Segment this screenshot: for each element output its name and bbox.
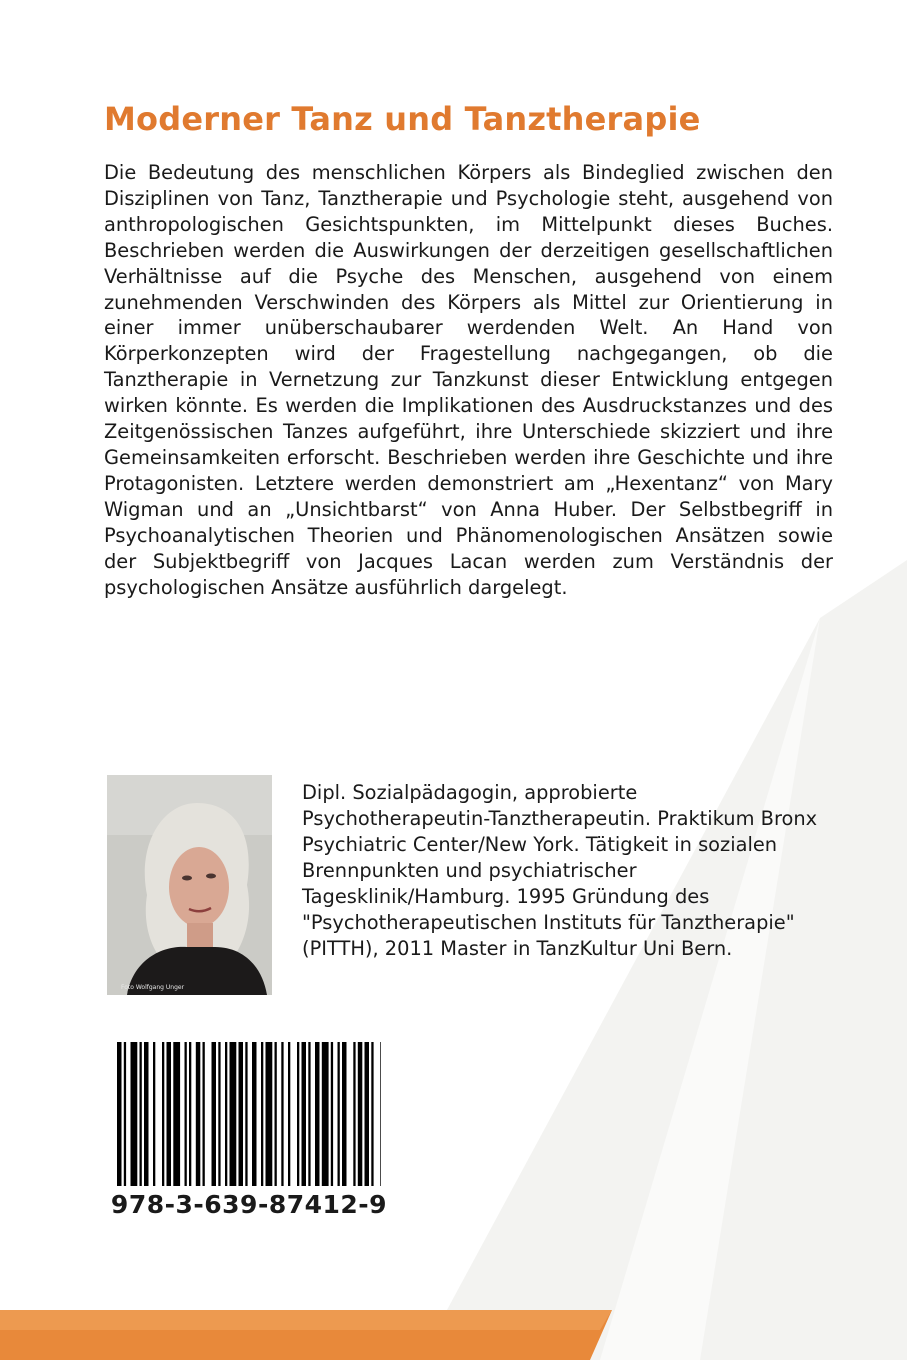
barcode-bar [131,1042,138,1186]
barcode-bar [331,1042,333,1186]
barcode-bar [162,1042,164,1186]
barcode-bar [266,1042,273,1186]
barcode-bar [230,1042,237,1186]
book-title: Moderner Tanz und Tanztherapie [104,100,701,138]
photo-credit: Foto Wolfgang Unger [121,984,185,991]
barcode-bar [189,1042,191,1186]
barcode-bar [353,1042,355,1186]
barcode-bar [245,1042,247,1186]
barcode-bar [239,1042,244,1186]
barcode-bar [212,1042,217,1186]
barcode-bar [371,1042,373,1186]
author-photo [107,775,272,995]
barcode-bar [365,1042,370,1186]
barcode-bar [225,1042,227,1186]
barcode-bar [281,1042,283,1186]
barcode-bar [153,1042,155,1186]
barcode-bar [117,1042,122,1186]
barcode-bar [173,1042,180,1186]
barcode-bar [338,1042,340,1186]
barcode-bar [358,1042,363,1186]
barcode-bar [252,1042,257,1186]
barcode-bar [308,1042,310,1186]
isbn-number: 978-3-639-87412-9 [110,1190,388,1219]
barcode-bar [275,1042,277,1186]
barcode-bar [185,1042,187,1186]
orange-footer-stripe-light [0,1310,612,1330]
author-bio: Dipl. Sozialpädagogin, approbierte Psychotherapeutin-Tanztherapeutin. Praktikum Bronx Psychiatric Center/New York. Tätigkeit in sozialen Brennpunkten und psychiatrischer Tagesklinik/Hamburg. 1995 Gründung des "Psychotherapeutischen Instituts für Tanztherapie" (PITTH), 2011 Master in TanzKultur Uni Bern. [302,781,818,960]
barcode-bar [302,1042,307,1186]
author-portrait-illustration [107,775,272,995]
barcode-bar [288,1042,290,1186]
barcode-bar [167,1042,172,1186]
barcode-bar [196,1042,201,1186]
barcode-bar [322,1042,329,1186]
barcode-bar [203,1042,205,1186]
barcode-bar [124,1042,126,1186]
barcode-bar [380,1042,381,1186]
barcode-bar [261,1042,263,1186]
barcode-bar [218,1042,220,1186]
barcode-bar [144,1042,149,1186]
barcode-bars [117,1042,381,1186]
book-description: Die Bedeutung des menschlichen Körpers als Bindeglied zwischen den Disziplinen von Tanz, Tanztherapie und Psychologie steht, ausgehend von anthropologischen Gesichtspunkten, im Mittelpunkt dieses Buches. Beschrieben werden die Auswirkungen der derzeitigen gesellschaftlichen Verhältnisse auf die Psyche des Menschen, ausgehend von einem zunehmenden Verschwinden des Körpers als Mittel zur Orientierung in einer immer unüberschaubarer werdenden Welt. An Hand von Körperkonzepten wird der Fragestellung nachgegangen, ob die Tanztherapie in Vernetzung zur Tanzkunst dieser Entwicklung entgegen wirken könnte. Es werden die Implikationen des Ausdruckstanzes und des Zeitgenössischen Tanzes aufgeführt, ihre Unterschiede skizziert und ihre Gemeinsamkeiten erforscht. Beschrieben werden ihre Geschichte und ihre Protagonisten. Letztere werden demonstriert am „Hexentanz“ von Mary Wigman und an „Unsichtbarst“ von Anna Huber. Der Selbstbegriff in Psychoanalytischen Theorien und Phänomenologischen Ansätzen sowie der Subjektbegriff von Jacques Lacan werden zum Verständnis der psychologischen Ansätze ausführlich dargelegt. [104,161,833,599]
barcode-bar [342,1042,347,1186]
barcode-bar [297,1042,299,1186]
barcode-bar [140,1042,142,1186]
barcode-panel [104,1030,394,1225]
barcode-bar [315,1042,320,1186]
